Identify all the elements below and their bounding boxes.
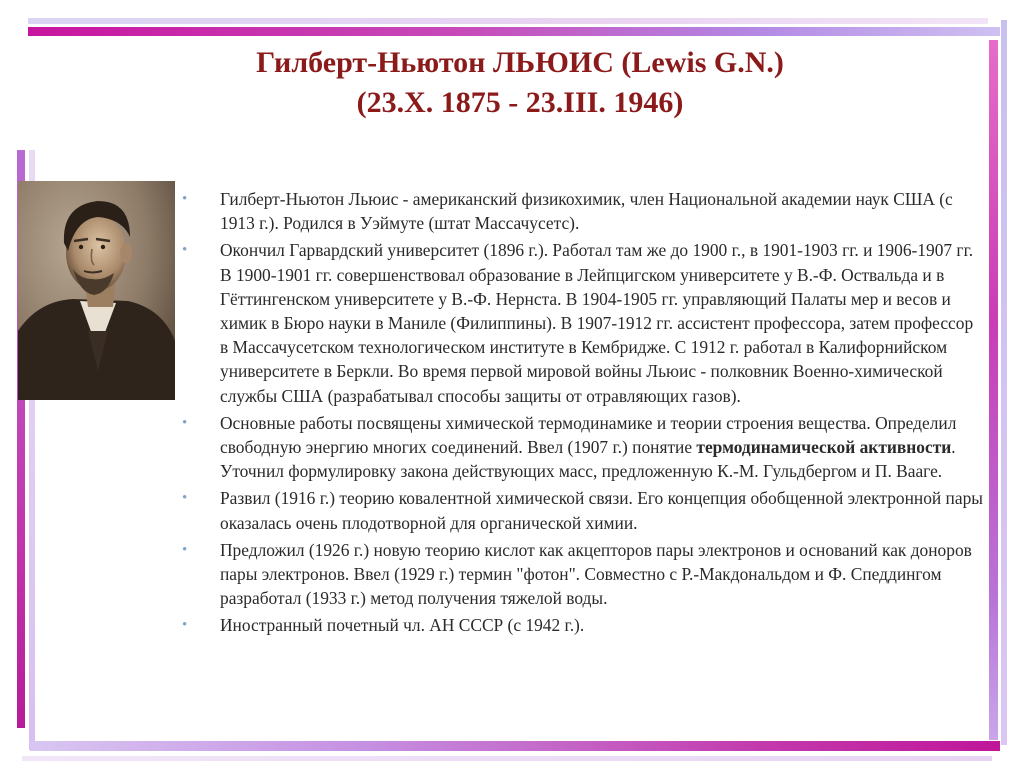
list-item-text: Развил (1916 г.) теорию ковалентной химической связи. Его концепция обобщенной электронной пары оказалась очень плодотворной для органической химии. <box>220 488 983 533</box>
list-item <box>178 187 984 235</box>
list-item-text: Предложил (1926 г.) новую теорию кислот как акцепторов пары электронов и оснований как доноров пары электронов. Ввел (1929 г.) термин "фотон". Совместно с Р.-Макдональдом и Ф. Спеддингом разработал (1933 г.) метод получения тяжелой воды. <box>220 539 972 609</box>
list-item-text: Иностранный почетный чл. АН СССР (с 1942 г.). <box>220 615 585 636</box>
decorative-bar-right <box>989 40 998 740</box>
bullet-icon: • <box>182 541 188 558</box>
list-item <box>178 538 984 611</box>
slide-title: Гилберт-Ньютон ЛЬЮИС (Lewis G.N.) <box>256 46 784 79</box>
list-item-text-continued: . Уточнил формулировку закона действующих масс, предложенную К.-М. Гульдбергом и П. Вааге. <box>220 437 956 482</box>
portrait-icon <box>18 181 175 400</box>
list-item-text: Гилберт-Ньютон Льюис - американский физикохимик, член Национальной академии наук США (с 1913 г.). Родился в Уэймуте (штат Массачусетс). <box>220 189 953 234</box>
decorative-bar-right-light <box>1001 20 1007 745</box>
portrait-photo <box>18 181 175 400</box>
list-item <box>178 411 984 484</box>
list-item-text: Основные работы посвящены химической термодинамике и теории строения вещества. Определил свободную энергию многих соединений. Ввел (1907 г.) понятие <box>220 412 957 458</box>
bullet-icon: • <box>182 191 188 207</box>
bullet-icon: • <box>182 414 188 431</box>
decorative-bar-bottom-light <box>22 756 992 761</box>
list-item <box>178 486 984 534</box>
term-thermodynamic-activity: термодинамической активности <box>696 437 952 458</box>
list-item <box>178 613 984 637</box>
biography-list <box>178 187 984 641</box>
bullet-icon: • <box>182 617 188 634</box>
decorative-bar-bottom <box>30 741 1000 751</box>
slide-subtitle-dates: (23.X. 1875 - 23.III. 1946) <box>356 86 684 119</box>
bullet-icon: • <box>182 242 188 259</box>
list-item-text: Окончил Гарвардский университет (1896 г.). Работал там же до 1900 г., в 1901-1903 гг. и 1906-1907 гг. В 1900-1901 гг. совершенствовал образование в Лейпцигском университете у В.-Ф. Оствальда и в Гёттингенском университете у В.-Ф. Нернста. В 1904-1905 гг. управляющий Палаты мер и весов и химик в Бюро науки в Маниле (Филиппины). В 1907-1912 гг. ассистент профессора, затем профессор в Массачусетском технологическом институте в Кембридже. С 1912 г. работал в Калифорнийском университете в Беркли. Во время первой мировой войны Льюис - полковник Военно-химической службы США (разрабатывал способы защиты от отравляющих газов). <box>220 240 974 406</box>
list-item <box>178 238 984 407</box>
bullet-icon: • <box>182 490 188 507</box>
decorative-bar-top <box>28 27 1000 36</box>
decorative-bar-top-light <box>28 18 988 24</box>
